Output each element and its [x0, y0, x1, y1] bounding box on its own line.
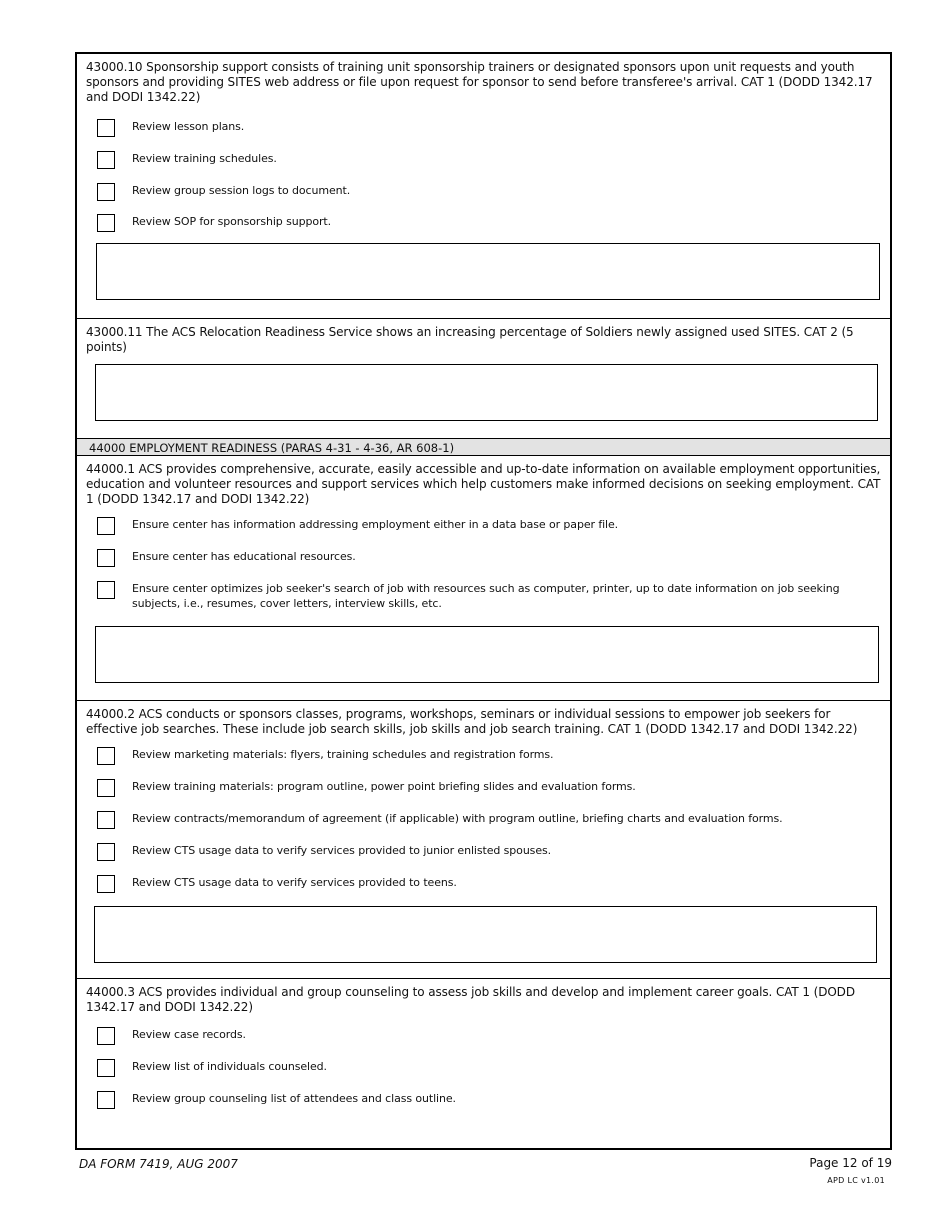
checklist-item — [97, 1059, 880, 1079]
requirement-text: 43000.10 Sponsorship support consists of training unit sponsorship trainers or designated sponsors upon unit requests and youth sponsors and providing SITES web address or file upon request for sponsor to send before transferee's arrival. CAT 1 (DODD 1342.17 and DODI 1342.22) — [86, 60, 873, 104]
requirement-text: 44000.1 ACS provides comprehensive, accurate, easily accessible and up-to-date information on available employment opportunities, education and volunteer resources and support services which help customers make informed decisions on seeking employment. CAT 1 (DODD 1342.17 and DODI 1342.22) — [86, 462, 881, 506]
checklist-item — [97, 843, 880, 863]
review-checkbox[interactable] — [97, 119, 115, 137]
checklist-label: Review SOP for sponsorship support. — [132, 215, 332, 228]
requirement-text: 44000.3 ACS provides individual and group counseling to assess job skills and develop and implement career goals. CAT 1 (DODD 1342.17 and DODI 1342.22) — [86, 985, 855, 1014]
review-checkbox[interactable] — [97, 581, 115, 599]
review-checkbox[interactable] — [97, 214, 115, 232]
checklist-label: Review CTS usage data to verify services provided to teens. — [132, 876, 457, 889]
checklist-label: Review training materials: program outline, power point briefing slides and evaluation forms. — [132, 780, 636, 793]
checklist-label: Ensure center has information addressing employment either in a data base or paper file. — [132, 518, 619, 531]
requirement-text: 43000.11 The ACS Relocation Readiness Service shows an increasing percentage of Soldiers newly assigned used SITES. CAT 2 (5 points) — [86, 325, 854, 354]
section-43000-10 — [77, 54, 890, 319]
comments-field[interactable] — [96, 243, 880, 300]
section-43000-11 — [77, 319, 890, 438]
checklist-label: Review marketing materials: flyers, training schedules and registration forms. — [132, 748, 554, 761]
checklist-label: Review group counseling list of attendees and class outline. — [132, 1092, 456, 1105]
review-checkbox[interactable] — [97, 811, 115, 829]
review-checkbox[interactable] — [97, 183, 115, 201]
review-checkbox[interactable] — [97, 875, 115, 893]
page-number: Page 12 of 19 — [809, 1156, 892, 1170]
review-checkbox[interactable] — [97, 747, 115, 765]
review-checkbox[interactable] — [97, 151, 115, 169]
checklist-label: Review group session logs to document. — [132, 184, 351, 197]
version-label: APD LC v1.01 — [827, 1176, 885, 1185]
checklist-label: Review CTS usage data to verify services provided to junior enlisted spouses. — [132, 844, 552, 857]
section-header-title: 44000 EMPLOYMENT READINESS (PARAS 4-31 - 4-36, AR 608-1) — [89, 441, 455, 455]
review-checkbox[interactable] — [97, 1027, 115, 1045]
checklist-item — [97, 183, 880, 203]
form-frame — [75, 52, 892, 1150]
comments-field[interactable] — [95, 364, 878, 421]
review-checkbox[interactable] — [97, 843, 115, 861]
checklist-item — [97, 875, 880, 895]
checklist-label: Review training schedules. — [132, 152, 277, 165]
checklist-label: Ensure center optimizes job seeker's search of job with resources such as computer, printer, up to date information on job seeking subjects, i.e., resumes, cover letters, interview skills, etc. — [132, 582, 840, 610]
checklist-label: Review lesson plans. — [132, 120, 245, 133]
checklist-item — [97, 1027, 880, 1047]
checklist-item — [97, 151, 880, 171]
section-44000-3 — [77, 979, 890, 1150]
section-44000-2 — [77, 701, 890, 979]
checklist-item — [97, 517, 880, 537]
checklist-label: Review list of individuals counseled. — [132, 1060, 327, 1073]
section-44000-1 — [77, 456, 890, 701]
section-header-44000 — [77, 438, 890, 456]
review-checkbox[interactable] — [97, 779, 115, 797]
comments-field[interactable] — [94, 906, 877, 963]
review-checkbox[interactable] — [97, 1059, 115, 1077]
requirement-text: 44000.2 ACS conducts or sponsors classes, programs, workshops, seminars or individual sessions to empower job seekers for effective job searches. These include job search skills, job skills and job search training. CAT 1 (DODD 1342.17 and DODI 1342.22) — [86, 707, 858, 736]
checklist-item — [97, 214, 880, 234]
checklist-item — [97, 779, 880, 799]
checklist-item — [97, 811, 880, 831]
checklist-label: Ensure center has educational resources. — [132, 550, 356, 563]
checklist-item — [97, 747, 880, 767]
checklist-item — [97, 1091, 880, 1111]
checklist-item — [97, 119, 880, 139]
checklist-item — [97, 581, 880, 615]
review-checkbox[interactable] — [97, 517, 115, 535]
checklist-item — [97, 549, 880, 569]
review-checkbox[interactable] — [97, 1091, 115, 1109]
checklist-label: Review contracts/memorandum of agreement (if applicable) with program outline, briefing charts and evaluation forms. — [132, 812, 783, 825]
checklist-label: Review case records. — [132, 1028, 246, 1041]
form-identifier: DA FORM 7419, AUG 2007 — [79, 1157, 238, 1171]
comments-field[interactable] — [95, 626, 879, 683]
review-checkbox[interactable] — [97, 549, 115, 567]
